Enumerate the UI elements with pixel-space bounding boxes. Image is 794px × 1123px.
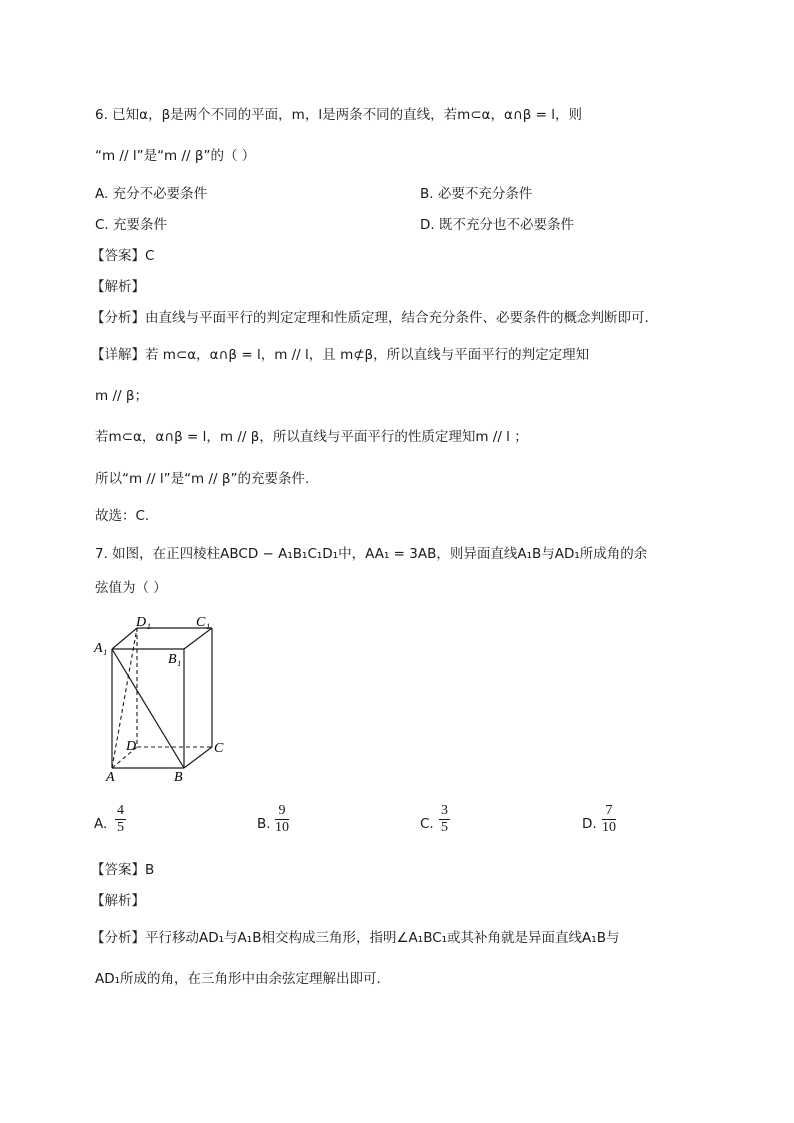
- q7-option-d-letter: D.: [582, 816, 597, 832]
- q6-detail-line-3: 若m⊂α，α∩β = l，m // β，所以直线与平面平行的性质定理知m // l ；: [95, 429, 528, 445]
- label-b: B: [174, 770, 183, 785]
- q6-choose: 故选：C.: [95, 508, 150, 524]
- q6-stem-line-1: 6. 已知α，β是两个不同的平面，m，l是两条不同的直线，若m⊂α，α∩β = l，则: [95, 107, 582, 123]
- label-c: C: [214, 741, 224, 756]
- label-d1: D₁: [136, 615, 151, 630]
- q7-fenxi-line-2: AD₁所成的角，在三角形中由余弦定理解出即可.: [95, 971, 381, 987]
- q6-jiexi-heading: 【解析】: [91, 279, 145, 295]
- q7-option-c-fraction: [439, 803, 450, 836]
- prism-figure: [90, 610, 230, 785]
- q6-option-b: B. 必要不充分条件: [420, 186, 533, 202]
- q7-option-b-fraction: [275, 803, 289, 836]
- label-a: A: [106, 770, 115, 785]
- fraction-numerator: 3: [441, 803, 448, 818]
- q6-option-a: A. 充分不必要条件: [95, 186, 208, 202]
- q7-stem-line-2: 弦值为（ ）: [95, 580, 167, 596]
- label-d: D: [126, 739, 137, 754]
- fraction-denominator: 5: [117, 820, 124, 835]
- q7-answer: 【答案】B: [91, 862, 155, 878]
- q7-jiexi-heading: 【解析】: [91, 893, 145, 909]
- q7-fenxi-line-1: 【分析】平行移动AD₁与A₁B相交构成三角形，指明∠A₁BC₁或其补角就是异面直线A₁B与: [91, 930, 620, 946]
- q6-stem-line-2: “m // l”是“m // β”的（ ）: [95, 148, 256, 164]
- fraction-numerator: 9: [275, 803, 289, 820]
- label-c1: C₁: [196, 615, 211, 630]
- q6-option-d: D. 既不充分也不必要条件: [420, 217, 574, 233]
- q7-option-c-letter: C.: [420, 816, 434, 832]
- label-a1: A₁: [94, 641, 108, 656]
- fraction-denominator: 10: [275, 820, 289, 835]
- q7-stem-line-1: 7. 如图，在正四棱柱ABCD − A₁B₁C₁D₁中，AA₁ = 3AB，则异面直线A₁B与AD₁所成角的余: [95, 546, 648, 562]
- q7-option-d-fraction: [602, 803, 616, 836]
- fraction-denominator: 5: [441, 820, 448, 835]
- fraction-numerator: 7: [602, 803, 616, 820]
- q7-option-b-letter: B.: [257, 816, 271, 832]
- q6-fenxi: 【分析】由直线与平面平行的判定定理和性质定理，结合充分条件、必要条件的概念判断即可.: [91, 310, 649, 326]
- q6-detail-line-4: 所以“m // l”是“m // β”的充要条件.: [95, 471, 310, 487]
- q6-detail-line-2: m // β；: [95, 388, 148, 404]
- fraction-numerator: 4: [117, 803, 124, 818]
- label-b1: B₁: [168, 652, 182, 667]
- q6-answer: 【答案】C: [91, 248, 155, 264]
- q7-option-a-letter: A.: [94, 816, 108, 832]
- fraction-denominator: 10: [602, 820, 616, 835]
- q7-option-a-fraction: [115, 803, 126, 836]
- q6-option-c: C. 充要条件: [95, 217, 168, 233]
- q6-detail-line-1: 【详解】若 m⊂α，α∩β = l，m // l，且 m⊄β，所以直线与平面平行的判定定理知: [91, 347, 590, 363]
